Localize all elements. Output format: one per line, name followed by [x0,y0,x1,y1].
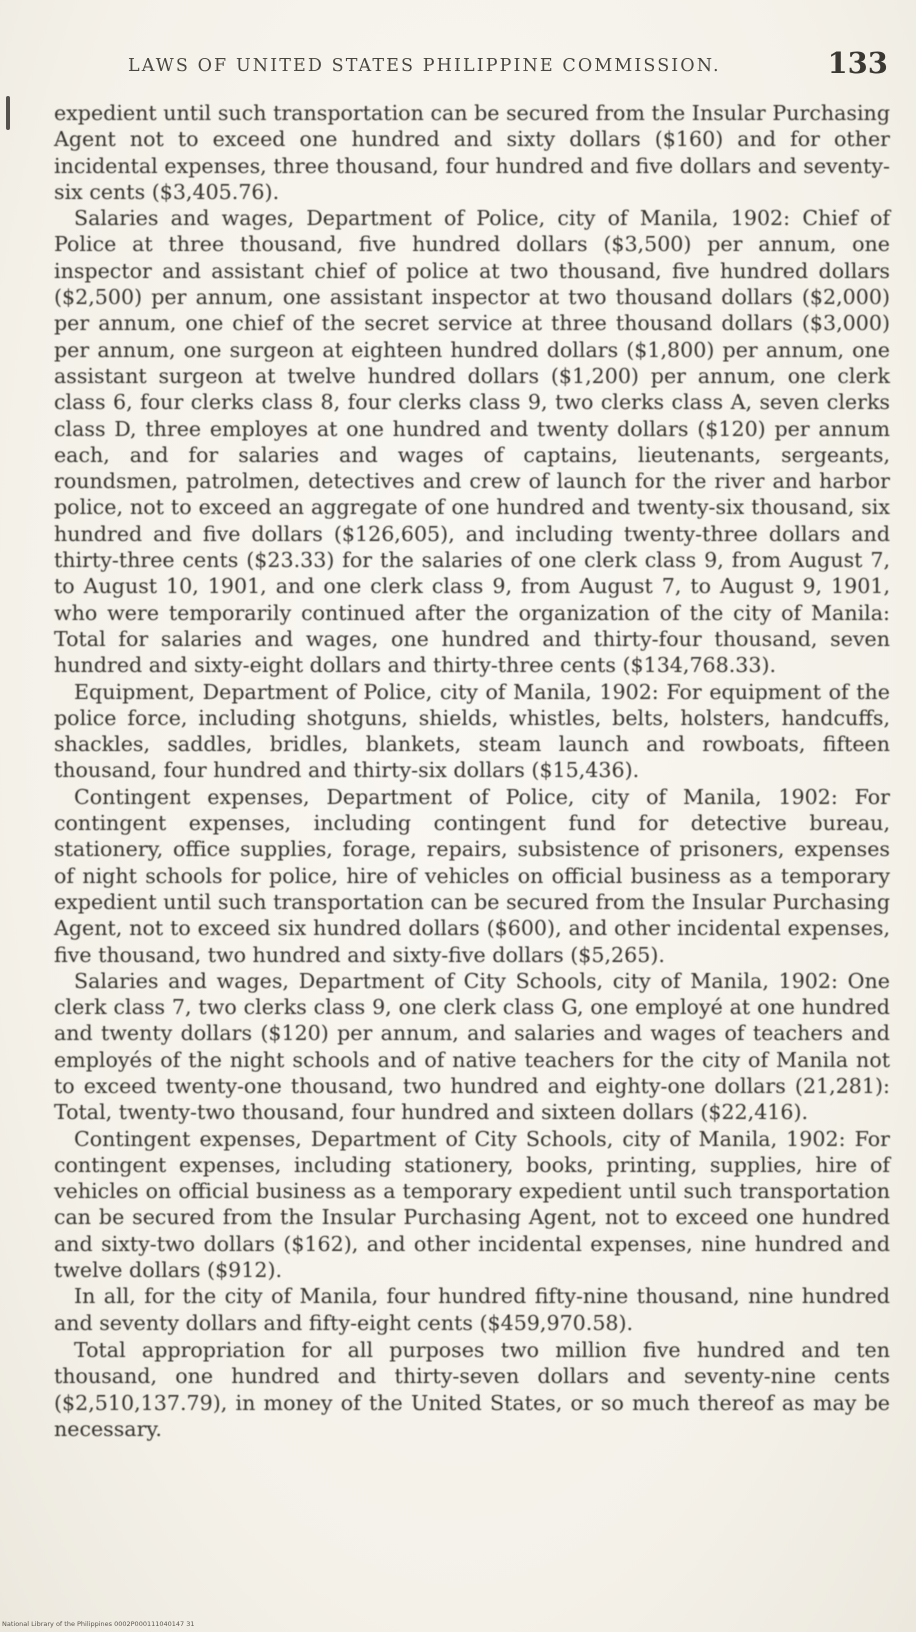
scan-footer: National Library of the Philippines 0002P000111040147 31 [2,1620,195,1628]
page-header [128,46,888,86]
paragraph-police-salaries: Salaries and wages, Department of Police, city of Manila, 1902: Chief of Police at three thousand, five hundred dollars ($3,500) per annum, one inspector and assistant chief of police at two thousand, five hundred dollars ($2,500) per annum, one assistant inspector at two thousand dollars ($2,000) per annum, one chief of the secret service at three thousand dollars ($3,000) per annum, one surgeon at eighteen hundred dollars ($1,800) per annum, one assistant surgeon at twelve hundred dollars ($1,200) per annum, one clerk class 6, four clerks class 8, four clerks class 9, two clerks class A, seven clerks class D, three employes at one hundred and twenty dollars ($120) per annum each, and for salaries and wages of captains, lieutenants, sergeants, roundsmen, patrolmen, detectives and crew of launch for the river and harbor police, not to exceed an aggregate of one hundred and twenty-six thousand, six hundred and five dollars ($126,605), and including twenty-three dollars and thirty-three cents ($23.33) for the salaries of one clerk class 9, from August 7, to August 10, 1901, and one clerk class 9, from August 7, to August 9, 1901, who were temporarily continued after the organization of the city of Manila: Total for salaries and wages, one hundred and thirty-four thousand, seven hundred and sixty-eight dollars and thirty-three cents ($134,768.33). [54,206,890,678]
paragraph-schools-contingent: Contingent expenses, Department of City Schools, city of Manila, 1902: For contingent expenses, including stationery, books, printing, supplies, hire of vehicles on official business as a temporary expedient until such transportation can be secured from the Insular Purchasing Agent, not to exceed one hundred and sixty-two dollars ($162), and other incidental expenses, nine hundred and twelve dollars ($912). [54,1126,890,1283]
paragraph-police-equipment: Equipment, Department of Police, city of Manila, 1902: For equipment of the police force, including shotguns, shields, whistles, belts, holsters, handcuffs, shackles, saddles, bridles, blankets, steam launch and rowboats, fifteen thousand, four hundred and thirty-six dollars ($15,436). [54,679,890,783]
binding-mark [6,96,10,130]
body-text [54,100,890,1442]
paragraph-manila-total: In all, for the city of Manila, four hundred fifty-nine thousand, nine hundred and seventy dollars and fifty-eight cents ($459,970.58). [54,1284,890,1335]
paragraph-police-contingent: Contingent expenses, Department of Police, city of Manila, 1902: For contingent expenses, including contingent fund for detective bureau, stationery, office supplies, forage, repairs, subsistence of prisoners, expenses of night schools for police, hire of vehicles on official business as a temporary expedient until such transportation can be secured from the Insular Purchasing Agent, not to exceed six hundred dollars ($600), and other incidental expenses, five thousand, two hundred and sixty-five dollars ($5,265). [54,784,890,967]
running-head: LAWS OF UNITED STATES PHILIPPINE COMMISSION. [128,56,721,76]
paragraph-schools-salaries: Salaries and wages, Department of City Schools, city of Manila, 1902: One clerk class 7, two clerks class 9, one clerk class G, one employé at one hundred and twenty dollars ($120) per annum, and salaries and wages of teachers and employés of the night schools and of native teachers for the city of Manila not to exceed twenty-one thousand, two hundred and eighty-one dollars (21,281): Total, twenty-two thousand, four hundred and sixteen dollars ($22,416). [54,968,890,1125]
page-number: 133 [827,46,888,80]
paragraph-total-appropriation: Total appropriation for all purposes two million five hundred and ten thousand, one hundred and thirty-seven dollars and seventy-nine cents ($2,510,137.79), in money of the United States, or so much thereof as may be necessary. [54,1337,890,1441]
paragraph-continuation: expedient until such transportation can be secured from the Insular Purchasing Agent not to exceed one hundred and sixty dollars ($160) and for other incidental expenses, three thousand, four hundred and five dollars and seventy-six cents ($3,405.76). [54,101,890,204]
